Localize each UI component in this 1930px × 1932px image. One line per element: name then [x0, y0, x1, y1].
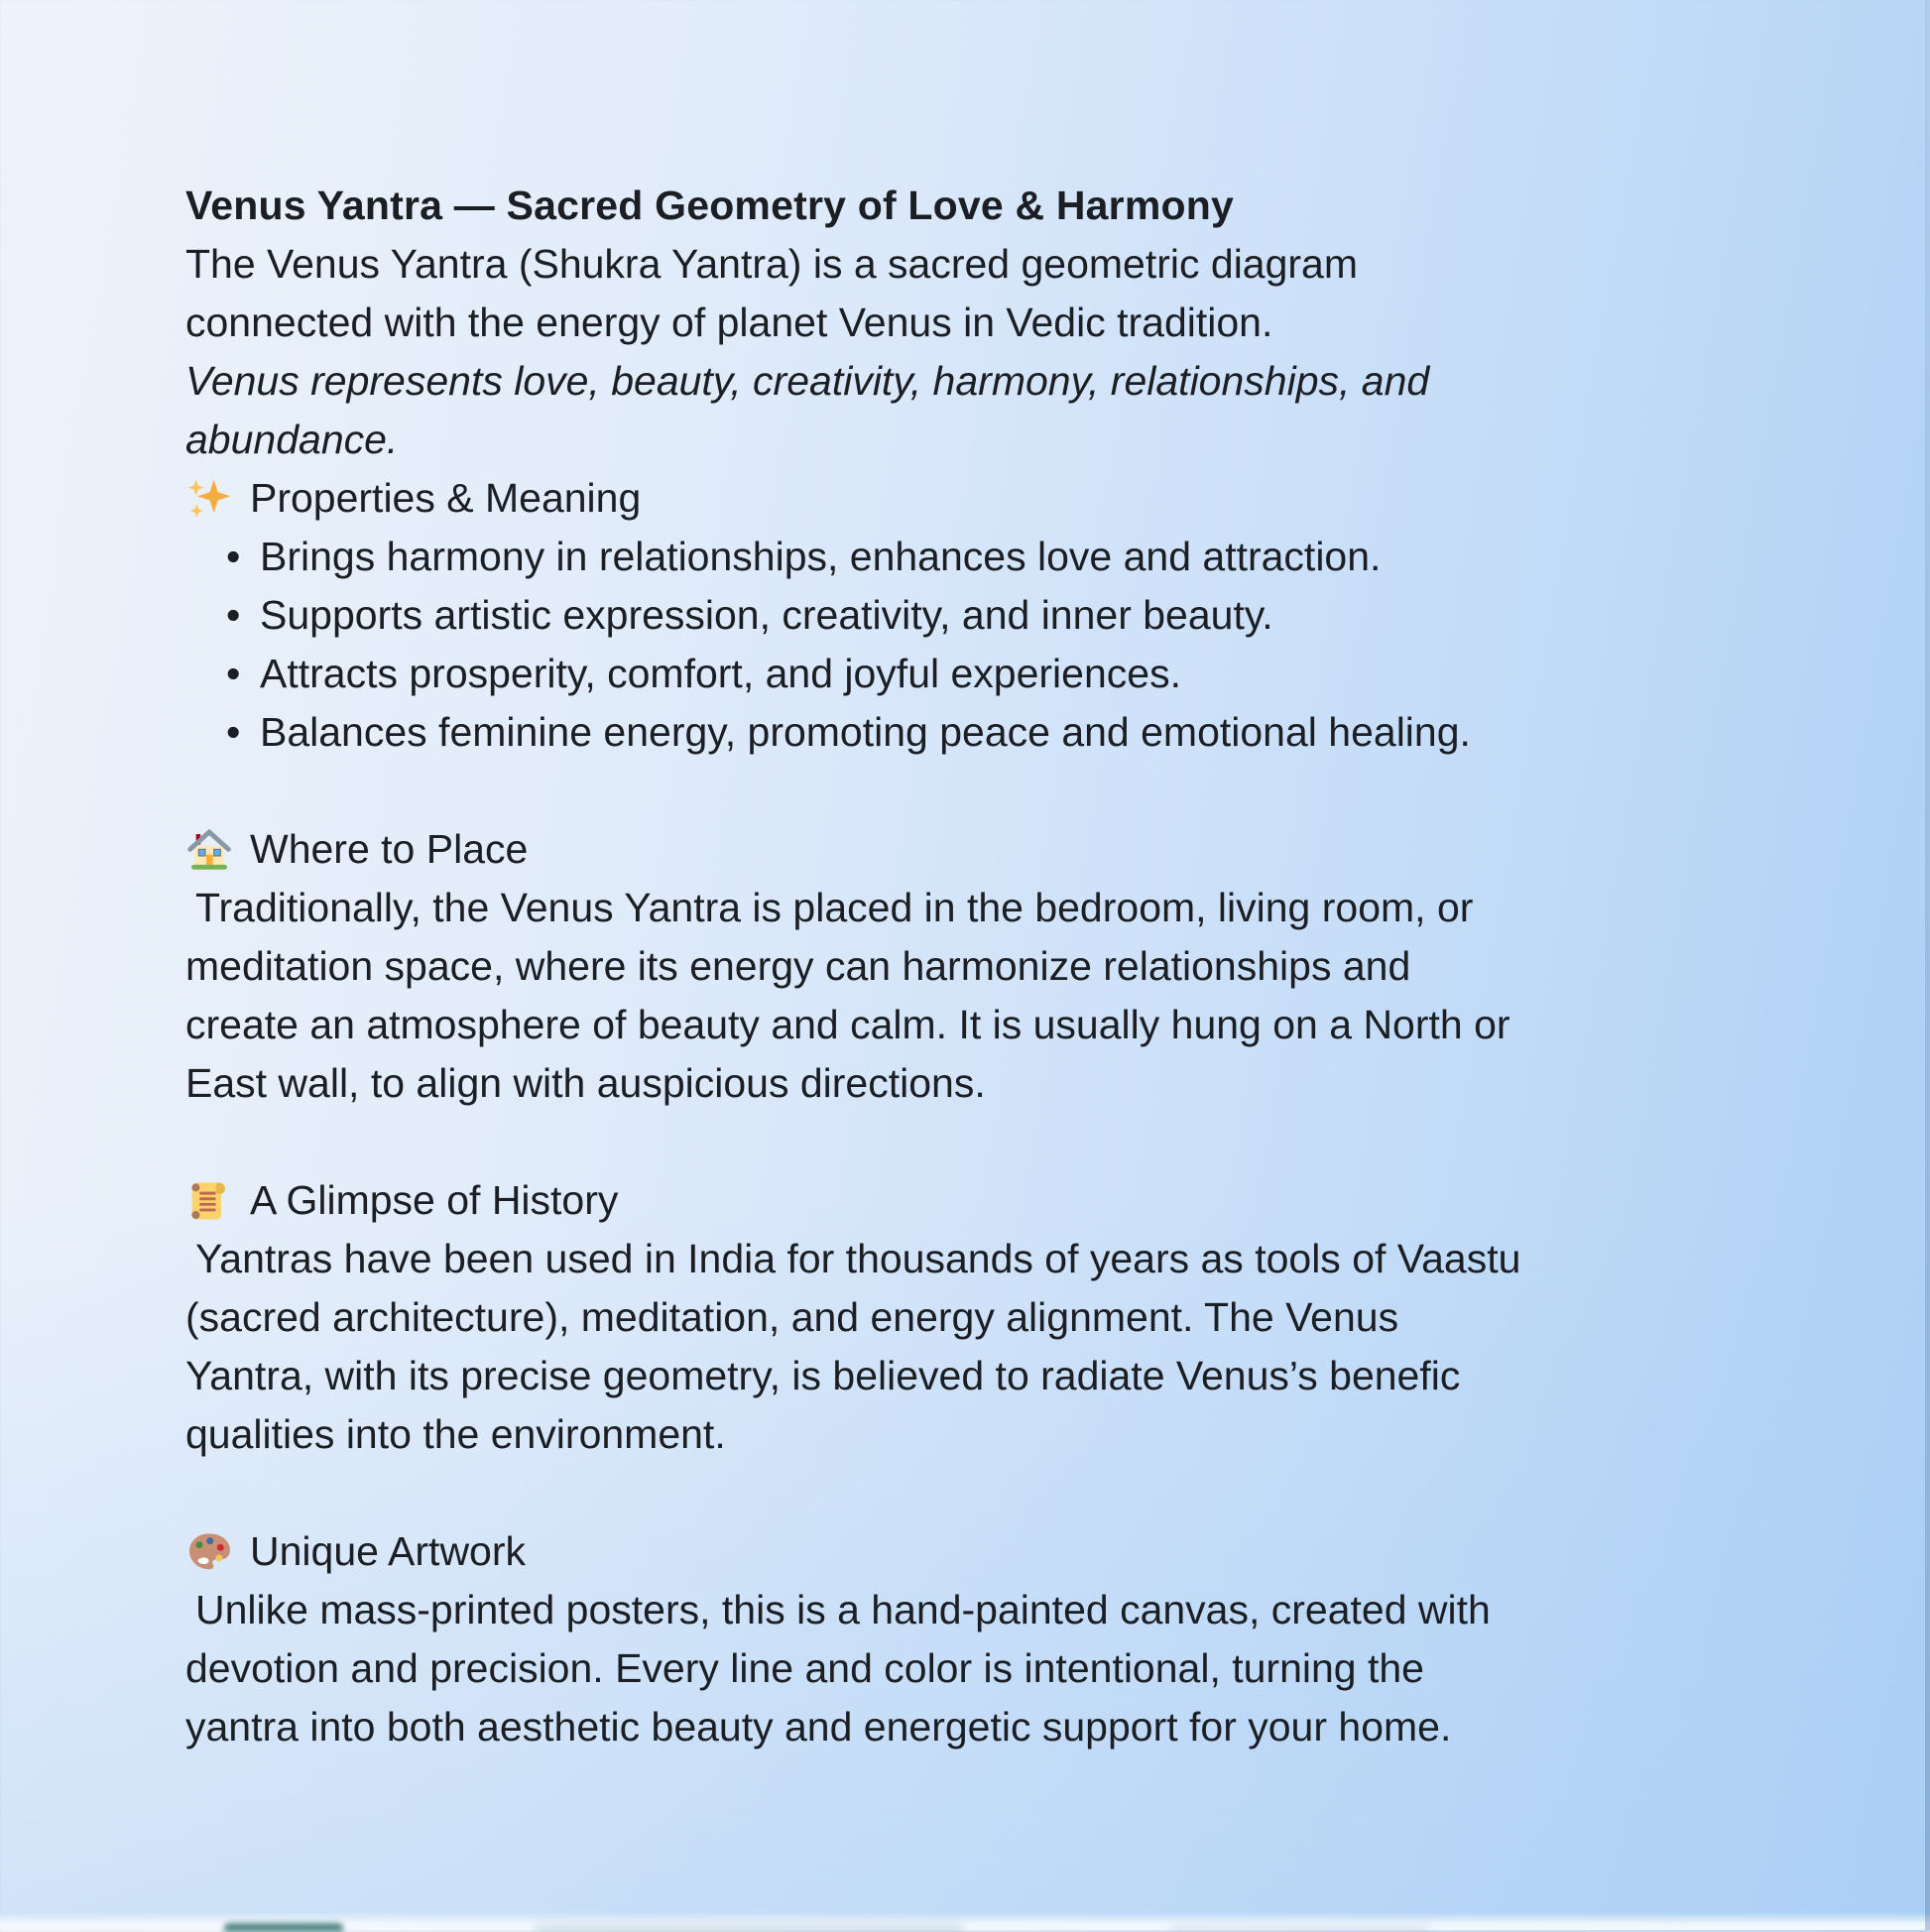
placement-paragraph	[185, 879, 1812, 1113]
next-image-sliver	[536, 1925, 962, 1932]
paragraph-line: abundance.	[185, 417, 399, 462]
paragraph-line: Yantras have been used in India for thousands of years as tools of Vaastu	[195, 1236, 1521, 1281]
paragraph-line: The Venus Yantra (Shukra Yantra) is a sacred geometric diagram	[185, 241, 1359, 287]
section-title: A Glimpse of History	[250, 1177, 619, 1223]
paragraph-line: Venus represents love, beauty, creativity, harmony, relationships, and	[185, 358, 1430, 404]
next-image-sliver	[1170, 1926, 1428, 1932]
paragraph-line: (sacred architecture), meditation, and energy alignment. The Venus	[185, 1294, 1399, 1340]
section-title: Unique Artwork	[250, 1528, 527, 1574]
bottom-page-edge	[0, 1912, 1930, 1930]
section-history	[185, 1171, 1812, 1464]
emphasis-paragraph	[185, 352, 1812, 469]
palette-icon	[185, 1528, 233, 1576]
sparkles-icon	[185, 475, 233, 523]
scroll-icon	[185, 1177, 233, 1225]
paragraph-line: connected with the energy of planet Venus in Vedic tradition.	[185, 300, 1273, 345]
intro-paragraph	[185, 235, 1812, 352]
section-artwork	[185, 1522, 1812, 1756]
paragraph-line: devotion and precision. Every line and color is intentional, turning the	[185, 1645, 1424, 1691]
paragraph-line: yantra into both aesthetic beauty and energetic support for your home.	[185, 1704, 1452, 1750]
paragraph-line: meditation space, where its energy can harmonize relationships and	[185, 943, 1411, 989]
house-icon	[185, 826, 233, 874]
artwork-paragraph	[185, 1581, 1812, 1756]
section-title: Where to Place	[250, 826, 529, 872]
properties-bullet-list	[185, 528, 1812, 762]
section-properties	[185, 469, 1812, 762]
paragraph-line: qualities into the environment.	[185, 1411, 726, 1457]
section-heading-placement	[185, 820, 1812, 879]
paragraph-line: Traditionally, the Venus Yantra is placed in the bedroom, living room, or	[195, 885, 1474, 930]
history-paragraph	[185, 1230, 1812, 1464]
paragraph-line: East wall, to align with auspicious directions.	[185, 1060, 986, 1106]
right-edge-shadow	[1925, 0, 1930, 1930]
bullet-item: • Balances feminine energy, promoting peace and emotional healing.	[185, 703, 1812, 762]
section-heading-artwork	[185, 1522, 1812, 1581]
next-image-sliver	[224, 1923, 343, 1932]
section-title: Properties & Meaning	[250, 475, 642, 521]
bullet-item: • Attracts prosperity, comfort, and joyful experiences.	[185, 645, 1812, 703]
description-text-block	[185, 177, 1812, 1756]
paragraph-line: Yantra, with its precise geometry, is believed to radiate Venus’s benefic	[185, 1353, 1461, 1398]
bullet-item: • Brings harmony in relationships, enhances love and attraction.	[185, 528, 1812, 586]
bullet-item: • Supports artistic expression, creativity, and inner beauty.	[185, 586, 1812, 645]
paragraph-line: create an atmosphere of beauty and calm. It is usually hung on a North or	[185, 1002, 1510, 1047]
paragraph-line: Unlike mass-printed posters, this is a hand-painted canvas, created with	[195, 1587, 1491, 1632]
page-title: Venus Yantra — Sacred Geometry of Love & Harmony	[185, 182, 1234, 228]
section-heading-history	[185, 1171, 1812, 1230]
section-heading-properties	[185, 469, 1812, 528]
section-placement	[185, 820, 1812, 1113]
